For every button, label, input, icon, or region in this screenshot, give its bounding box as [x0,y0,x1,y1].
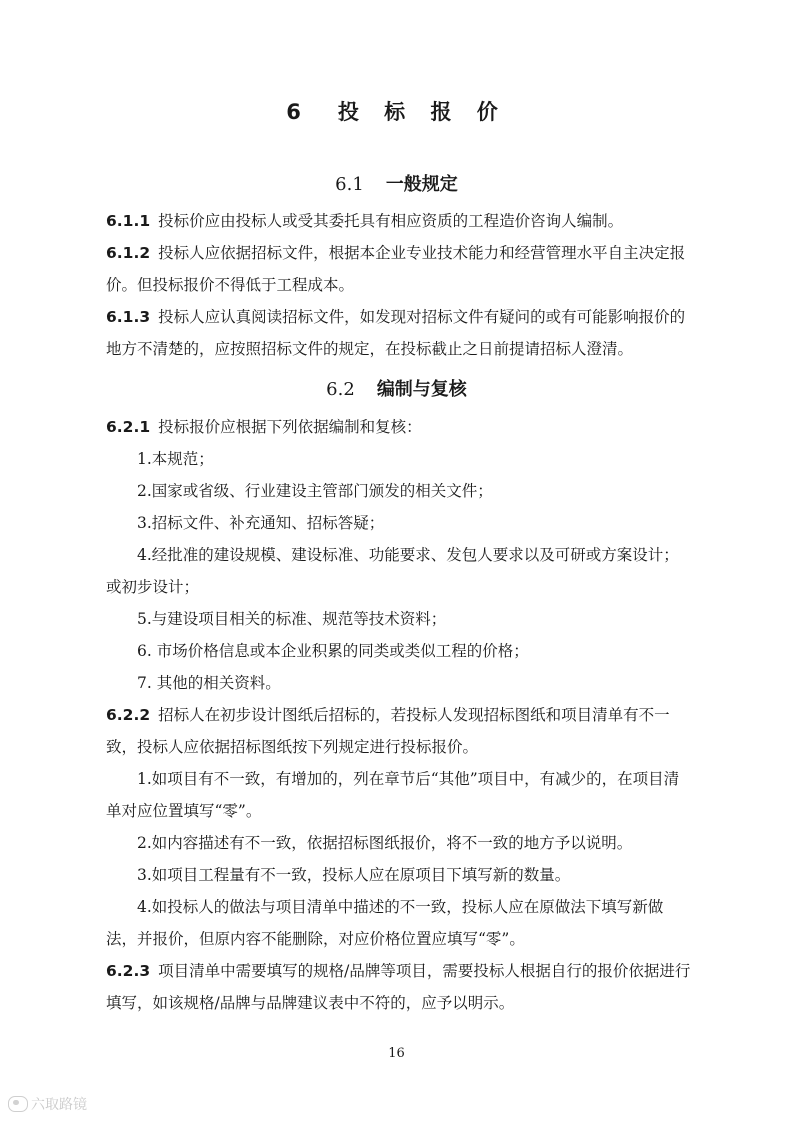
list-item: 5.与建设项目相关的标准、规范等技术资料； [137,610,447,628]
section-title-text: 一般规定 [385,174,458,195]
section-6-2-body [106,411,691,1019]
list-item: 3.如项目工程量有不一致，投标人应在原项目下填写新的数量。 [137,866,571,884]
clause-6-1-3 [106,301,691,365]
list-item: 1.本规范； [137,450,214,468]
section-title-6-2 [0,375,793,401]
list-item: 2.国家或省级、行业建设主管部门颁发的相关文件； [137,482,493,500]
watermark-text: 六取路镜 [31,1097,87,1113]
page-number: 16 [388,1046,405,1061]
clause-number: 6.1.1 [106,212,151,230]
clause-text: 招标人在初步设计图纸后招标的，若投标人发现招标图纸和项目清单有不一致，投标人应依据招标图纸按下列规定进行投标报价。 [106,706,670,756]
list-item: 7. 其他的相关资料。 [137,674,281,692]
clause-text: 投标报价应根据下列依据编制和复核： [158,418,422,436]
list-item: 4.经批准的建设规模、建设标准、功能要求、发包人要求以及可研或方案设计；或初步设计； [106,546,679,596]
list-item: 6. 市场价格信息或本企业积累的同类或类似工程的价格； [137,642,529,660]
list-item: 1.如项目有不一致，有增加的，列在章节后“其他”项目中，有减少的，在项目清单对应位置填写“零”。 [106,770,680,820]
list-item: 2.如内容描述有不一致，依据招标图纸报价，将不一致的地方予以说明。 [137,834,633,852]
section-title-6-1 [0,170,793,196]
chapter-title-text: 投 标 报 价 [337,100,507,124]
clause-number: 6.2.1 [106,418,151,436]
list-item: 4.如投标人的做法与项目清单中描述的不一致，投标人应在原做法下填写新做法，并报价，但原内容不能删除，对应价格位置应填写“零”。 [106,898,664,948]
brand-logo-icon [8,1096,28,1112]
section-6-1-body [106,205,691,365]
clause-text: 投标人应依据招标文件，根据本企业专业技术能力和经营管理水平自主决定报价。但投标报价不得低于工程成本。 [106,244,686,294]
clause-6-2-2 [106,699,691,763]
clause-number: 6.1.2 [106,244,151,262]
section-number: 6.2 [326,379,355,400]
clause-6-1-2 [106,237,691,301]
clause-number: 6.2.3 [106,962,151,980]
clause-number: 6.1.3 [106,308,151,326]
clause-number: 6.2.2 [106,706,151,724]
clause-6-2-3 [106,955,691,1019]
clause-6-2-1 [106,411,691,443]
list-item: 3.招标文件、补充通知、招标答疑； [137,514,385,532]
watermark [8,1094,87,1114]
chapter-number: 6 [286,100,302,124]
section-title-text: 编制与复核 [376,379,467,400]
chapter-title [0,96,793,126]
clause-text: 投标价应由投标人或受其委托具有相应资质的工程造价咨询人编制。 [158,212,624,230]
clause-text: 投标人应认真阅读招标文件，如发现对招标文件有疑问的或有可能影响报价的地方不清楚的，应按照招标文件的规定，在投标截止之日前提请招标人澄清。 [106,308,686,358]
section-number: 6.1 [335,174,364,195]
clause-text: 项目清单中需要填写的规格/品牌等项目，需要投标人根据自行的报价依据进行填写，如该规格/品牌与品牌建议表中不符的，应予以明示。 [106,962,691,1012]
clause-6-1-1 [106,205,691,237]
